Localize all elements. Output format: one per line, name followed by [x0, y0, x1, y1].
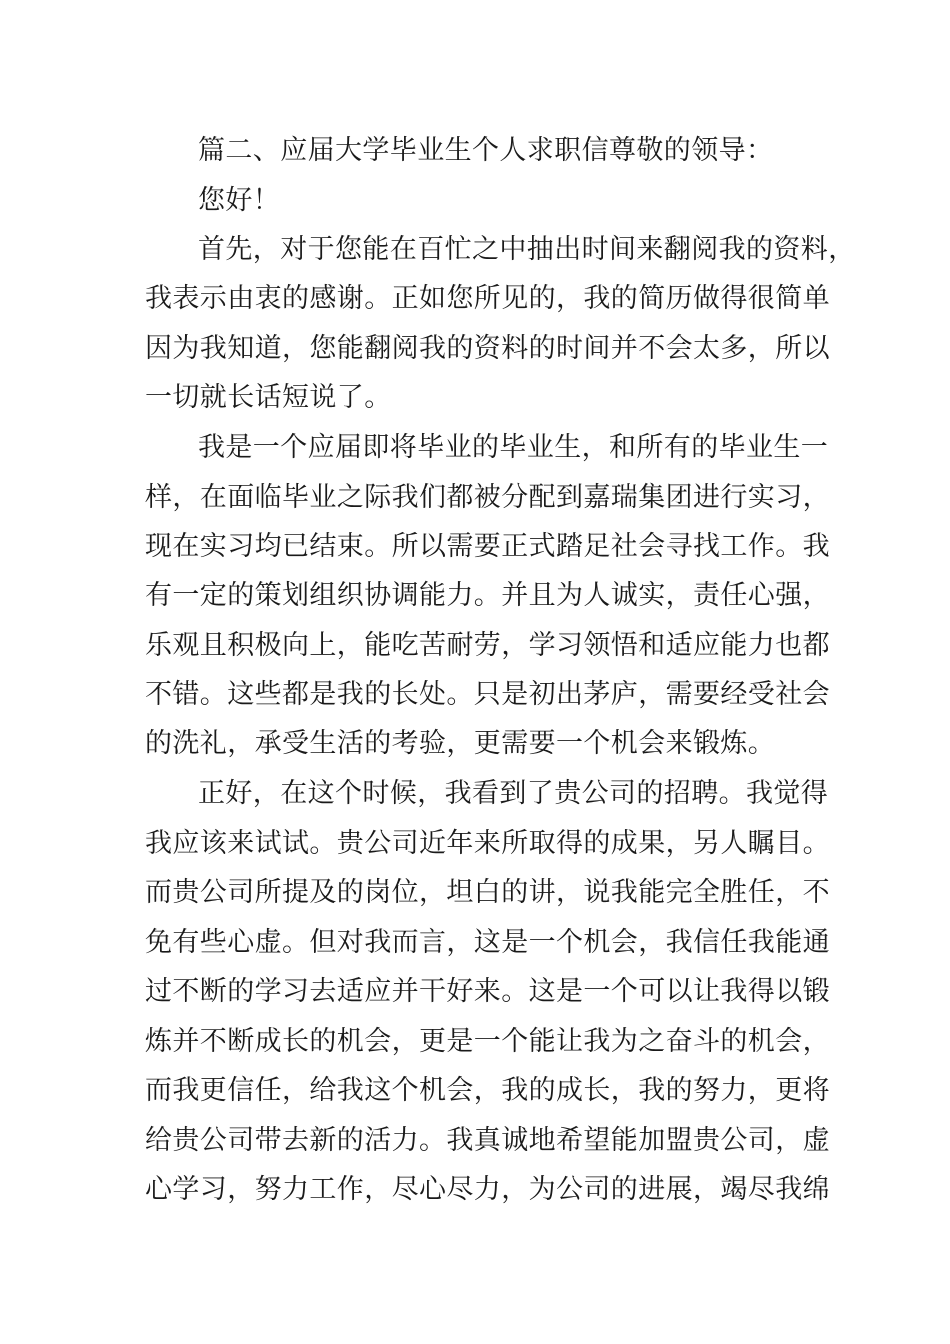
text-line: 免有些心虚。但对我而言，这是一个机会，我信任我能通: [145, 927, 830, 958]
text-line: 炼并不断成长的机会，更是一个能让我为之奋斗的机会，: [145, 1026, 830, 1057]
text-line: 首先，对于您能在百忙之中抽出时间来翻阅我的资料，: [198, 234, 856, 265]
text-line: 给贵公司带去新的活力。我真诚地希望能加盟贵公司，虚: [145, 1125, 830, 1156]
text-line: 正好，在这个时候，我看到了贵公司的招聘。我觉得: [198, 778, 829, 809]
letter-heading: 篇二、应届大学毕业生个人求职信尊敬的领导：: [198, 135, 774, 166]
text-line: 过不断的学习去适应并干好来。这是一个可以让我得以锻: [145, 976, 830, 1007]
text-line: 样，在面临毕业之际我们都被分配到嘉瑞集团进行实习，: [145, 482, 830, 513]
text-line: 而贵公司所提及的岗位，坦白的讲，说我能完全胜任，不: [145, 877, 830, 908]
text-line: 我是一个应届即将毕业的毕业生，和所有的毕业生一: [198, 432, 829, 463]
text-line: 的洗礼，承受生活的考验，更需要一个机会来锻炼。: [145, 728, 776, 759]
greeting: 您好！: [198, 185, 281, 216]
text-line: 而我更信任，给我这个机会，我的成长，我的努力，更将: [145, 1075, 830, 1106]
text-line: 我表示由衷的感谢。正如您所见的，我的简历做得很简单: [145, 283, 830, 314]
text-line: 现在实习均已结束。所以需要正式踏足社会寻找工作。我: [145, 531, 830, 562]
text-line: 因为我知道，您能翻阅我的资料的时间并不会太多，所以: [145, 333, 830, 364]
text-line: 有一定的策划组织协调能力。并且为人诚实，责任心强，: [145, 580, 830, 611]
text-line: 心学习，努力工作，尽心尽力，为公司的进展，竭尽我绵: [145, 1174, 830, 1205]
text-line: 乐观且积极向上，能吃苦耐劳，学习领悟和适应能力也都: [145, 630, 830, 661]
text-line: 不错。这些都是我的长处。只是初出茅庐，需要经受社会: [145, 679, 830, 710]
text-line: 我应该来试试。贵公司近年来所取得的成果，另人瞩目。: [145, 828, 830, 859]
text-line: 一切就长话短说了。: [145, 382, 392, 413]
